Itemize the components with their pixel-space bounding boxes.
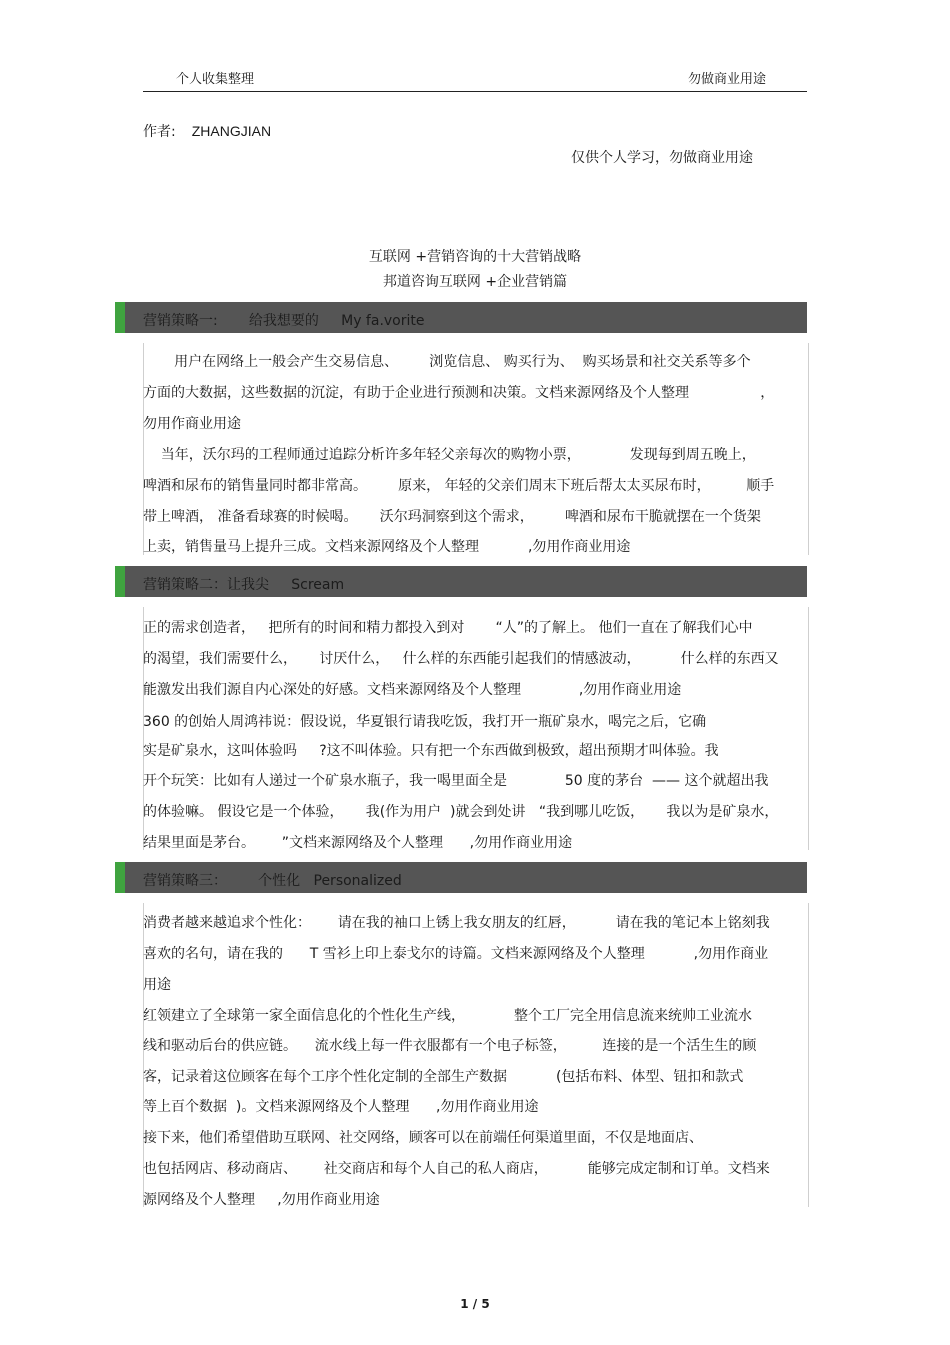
document-title: 互联网 +营销咨询的十大营销战略 xyxy=(368,249,582,265)
paragraph-line: 消费者越来越追求个性化： 请在我的袖口上锈上我女朋友的红唇， 请在我的笔记本上铭刻我 xyxy=(143,915,770,931)
paragraph-line: 接下来，他们希望借助互联网、社交网络，顾客可以在前端任何渠道里面，不仅是地面店、 xyxy=(143,1130,703,1146)
paragraph-line: 等上百个数据 )。文档来源网络及个人整理 ,勿用作商业用途 xyxy=(143,1099,539,1115)
section-heading-bar-3 xyxy=(115,862,807,893)
section-heading-3: 营销策略三： 个性化 Personalized xyxy=(143,873,402,889)
paragraph-line: 的体验嘛。 假设它是一个体验， 我(作为用户 )就会到处讲 “我到哪儿吃饭， 我以为是矿泉水， xyxy=(143,804,779,820)
paragraph-line: 能激发出我们源自内心深处的好感。文档来源网络及个人整理 ,勿用作商业用途 xyxy=(143,682,682,698)
page-number: 1 / 5 xyxy=(460,1297,490,1311)
paragraph-line: 开个玩笑：比如有人递过一个矿泉水瓶子，我一喝里面全是 50 度的茅台 —— 这个就超出我 xyxy=(143,773,769,789)
paragraph-line: 上卖，销售量马上提升三成。文档来源网络及个人整理 ,勿用作商业用途 xyxy=(143,539,631,555)
header-rule xyxy=(143,91,807,92)
paragraph-line: 勿用作商业用途 xyxy=(143,416,241,432)
paragraph-line: 的渴望，我们需要什么， 讨厌什么， 什么样的东西能引起我们的情感波动， 什么样的东西又 xyxy=(143,651,779,667)
paragraph-line: 用途 xyxy=(143,977,171,993)
paragraph-line: 带上啤酒， 准备看球赛的时候喝。 沃尔玛洞察到这个需求， 啤酒和尿布干脆就摆在一个货架 xyxy=(143,509,761,525)
paragraph-line: 也包括网店、移动商店、 社交商店和每个人自己的私人商店， 能够完成定制和订单。文档来 xyxy=(143,1161,770,1177)
paragraph-line: 实是矿泉水，这叫体验吗 ?这不叫体验。只有把一个东西做到极致，超出预期才叫体验。我 xyxy=(143,743,719,759)
paragraph-line: 客，记录着这位顾客在每个工序个性化定制的全部生产数据 (包括布料、体型、钮扣和款式 xyxy=(143,1069,744,1085)
document-subtitle: 邦道咨询互联网 +企业营销篇 xyxy=(382,274,568,290)
paragraph-line: 啤酒和尿布的销售量同时都非常高。 原来， 年轻的父亲们周末下班后帮太太买尿布时， 顺手 xyxy=(143,478,775,494)
usage-notice: 仅供个人学习，勿做商业用途 xyxy=(571,150,753,166)
section-heading-2: 营销策略二：让我尖 Scream xyxy=(143,577,345,593)
paragraph-line: 360 的创始人周鸿祎说：假设说，华夏银行请我吃饭，我打开一瓶矿泉水，喝完之后，它确 xyxy=(143,714,707,730)
paragraph-line: 源网络及个人整理 ,勿用作商业用途 xyxy=(143,1192,380,1208)
heading-accent-marker xyxy=(115,566,125,597)
paragraph-line: 正的需求创造者， 把所有的时间和精力都投入到对 “人”的了解上。 他们一直在了解我们心中 xyxy=(143,620,753,636)
paragraph-line: 方面的大数据，这些数据的沉淀，有助于企业进行预测和决策。文档来源网络及个人整理 ， xyxy=(143,385,775,401)
header-left-text: 个人收集整理 xyxy=(176,72,255,87)
paragraph-line: 喜欢的名句，请在我的 T 雪衫上印上泰戈尔的诗篇。文档来源网络及个人整理 ,勿用作商业 xyxy=(143,946,769,962)
section-heading-bar-2 xyxy=(115,566,807,597)
paragraph-line: 用户在网络上一般会产生交易信息、 浏览信息、 购买行为、 购买场景和社交关系等多个 xyxy=(143,354,751,370)
heading-accent-marker xyxy=(115,862,125,893)
paragraph-line: 当年，沃尔玛的工程师通过追踪分析许多年轻父亲每次的购物小票， 发现每到周五晚上， xyxy=(143,447,756,463)
author-label: 作者: xyxy=(143,124,176,140)
heading-accent-marker xyxy=(115,302,125,333)
section-heading-1: 营销策略一: 给我想要的 My fa.vorite xyxy=(143,313,425,329)
paragraph-line: 线和驱动后台的供应链。 流水线上每一件衣服都有一个电子标签， 连接的是一个活生生的顾 xyxy=(143,1038,757,1054)
header-right-text: 勿做商业用途 xyxy=(688,72,767,87)
paragraph-line: 红领建立了全球第一家全面信息化的个性化生产线， 整个工厂完全用信息流来统帅工业流水 xyxy=(143,1008,752,1024)
section-heading-bar-1 xyxy=(115,302,807,333)
paragraph-line: 结果里面是茅台。 ”文档来源网络及个人整理 ,勿用作商业用途 xyxy=(143,835,573,851)
author-line xyxy=(143,121,271,141)
author-name: ZHANGJIAN xyxy=(191,123,272,139)
